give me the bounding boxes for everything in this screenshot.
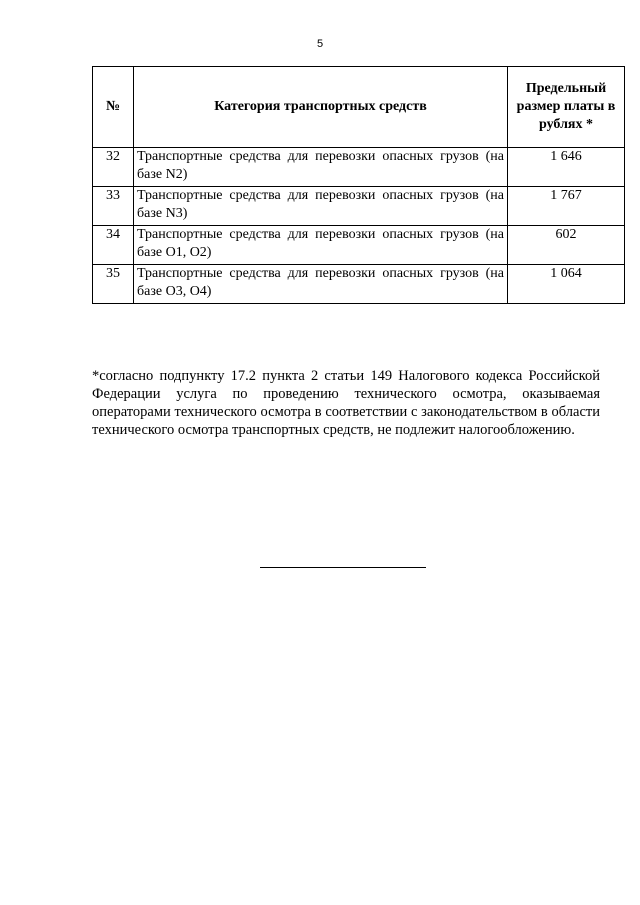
row-number: 32 — [93, 148, 134, 187]
table-row — [93, 226, 625, 265]
row-fee: 1 646 — [508, 148, 625, 187]
header-fee: Предельный размер платы в рублях * — [508, 67, 625, 148]
row-number: 35 — [93, 265, 134, 304]
row-number: 33 — [93, 187, 134, 226]
fee-table — [92, 66, 625, 304]
header-number: № — [93, 67, 134, 148]
footnote: *согласно подпункту 17.2 пункта 2 статьи 149 Налогового кодекса Российской Федерации услуга по проведению технического осмотра, оказываемая операторами технического осмотра в соответствии с законодательством в области технического осмотра транспортных средств, не подлежит налогообложению. — [92, 368, 600, 438]
row-number: 34 — [93, 226, 134, 265]
table-row — [93, 265, 625, 304]
row-fee: 1 064 — [508, 265, 625, 304]
row-category: Транспортные средства для перевозки опасных грузов (на базе N3) — [134, 187, 508, 226]
table-row — [93, 187, 625, 226]
row-fee: 602 — [508, 226, 625, 265]
closing-line-divider — [260, 567, 426, 568]
table-header-row — [93, 67, 625, 148]
row-category: Транспортные средства для перевозки опасных грузов (на базе O3, O4) — [134, 265, 508, 304]
row-category: Транспортные средства для перевозки опасных грузов (на базе O1, O2) — [134, 226, 508, 265]
table-row — [93, 148, 625, 187]
row-category: Транспортные средства для перевозки опасных грузов (на базе N2) — [134, 148, 508, 187]
header-category: Категория транспортных средств — [134, 67, 508, 148]
page-number: 5 — [316, 38, 324, 50]
row-fee: 1 767 — [508, 187, 625, 226]
